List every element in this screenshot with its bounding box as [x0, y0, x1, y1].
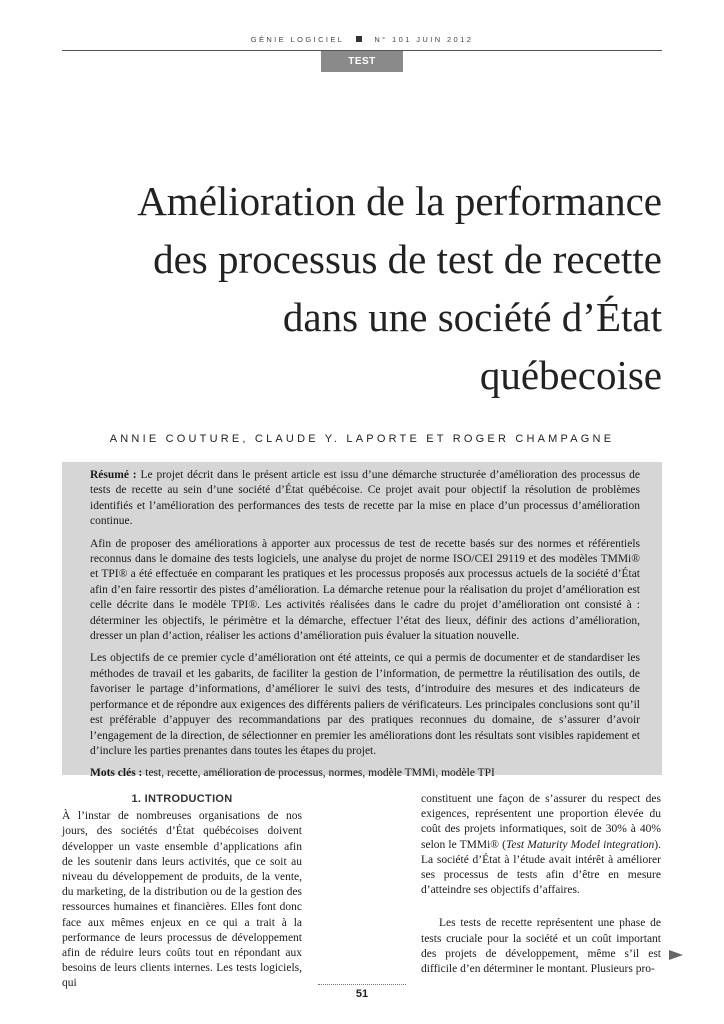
footer-dotted-rule: [318, 984, 406, 985]
title-line: Amélioration de la performance: [137, 178, 662, 224]
title-line: québecoise: [479, 352, 662, 398]
running-header: [0, 35, 724, 44]
body-paragraph: À l’instar de nombreuses organisations de nos jours, des sociétés d’État québécoises doivent développer un vaste ensemble d’applications afin de les soutenir dans leurs activités, que ce soit au niveau du développement de produits, de la vente, du marketing, de la distribution ou de la gestion des ressources humaines et financières. Elles font donc face aux mêmes enjeux en ce qui a trait à la performance de leurs processus de développement afin de réduire leurs coûts tout en répondant aux besoins de leurs clients internes. Les tests logiciels, qui: [62, 810, 302, 990]
abstract-paragraph: Les objectifs de ce premier cycle d’amélioration ont été atteints, ce qui a permis de documenter et de standardiser les méthodes de travail et les gabarits, de faciliter la gestion de l’information, de permettre la réutilisation des outils, de favoriser le partage d’informations, d’améliorer le suivi des tests, d’introduire des mesures et des indicateurs de performance et de répondre aux exigences des différents paliers de vérificateurs. Les principales conclusions sont qu’il est préférable d’appuyer des recommandations par des pratiques reconnues du domaine, de s’assurer d’avoir l’engagement de la direction, de sélectionner en premier les améliorations dont les résultats sont visibles rapidement et d’inclure les parties prenantes dans toutes les étapes du projet.: [90, 652, 640, 757]
resume-label: Résumé :: [90, 469, 137, 481]
emphasis-text: Test Maturity Model integration: [506, 838, 655, 851]
abstract-text: Le projet décrit dans le présent article est issu d’une démarche structurée d’amélioration des processus de tests de recette au sein d’une société d’État québécoise. Ce projet avait pour objectif la résolution de problèmes identifiés et l’amélioration des performances des tests de recette par la mise en place d’un processus d’amélioration continue.: [90, 469, 640, 528]
title-line: dans une société d’État: [282, 294, 662, 340]
body-text: constituent une façon de s’assurer du respect des exigences, représentent une proportion élevée du coût des projets informatiques, soit de 30% à 40% selon le TMMi® (: [421, 793, 661, 851]
abstract-box: [62, 462, 662, 780]
keywords-label: Mots clés :: [90, 767, 143, 780]
abstract-paragraph: [90, 468, 640, 530]
keywords-text: test, recette, amélioration de processus, normes, modèle TMMi, modèle TPI: [145, 767, 495, 780]
page-number: 51: [355, 988, 369, 1000]
section-tab: TEST: [321, 51, 403, 72]
body-text: ). La société d’État à l’étude avait intérêt à améliorer ses processus de tests afin d’être en mesure d’atteindre ses objectifs d’affaires.: [421, 838, 661, 897]
continue-arrow-icon: [669, 950, 683, 960]
column-right: [421, 792, 661, 977]
abstract-paragraph: Afin de proposer des améliorations à apporter aux processus de test de recette basés sur des normes et référentiels reconnus dans le domaine des tests logiciels, une analyse du projet de norme ISO/CEI 29119 et des modèles TMMi® et TPI® a été effectuée en comparant les pratiques et les processus proposés aux processus actuels de la société d’État afin d’en faire ressortir des pistes d’amélioration. La démarche retenue pour la réalisation du projet d’amélioration est celle décrite dans le modèle TPI®. Les activités réalisées dans le cadre du projet d’amélioration ont consisté à : déterminer les objectifs, le périmètre et la démarche, effectuer l’état des lieux, définir des actions d’amélioration, dresser un plan d’action, réaliser les actions d’amélioration puis évaluer la situation nouvelle.: [90, 537, 640, 643]
body-paragraph: Les tests de recette représentent une phase de tests cruciale pour la société et un coût important des projets de développement, même s’il est difficile d’en déterminer le montant. Plusieurs pro-: [421, 917, 661, 976]
separator-square: [356, 36, 362, 42]
title-line: des processus de test de recette: [153, 236, 662, 282]
body-paragraph: [421, 792, 661, 898]
authors: ANNIE COUTURE, CLAUDE Y. LAPORTE ET ROGER CHAMPAGNE: [109, 433, 615, 445]
journal-name: GÉNIE LOGICIEL: [250, 35, 345, 44]
section-heading: 1. INTRODUCTION: [131, 793, 233, 805]
article-title: [60, 172, 662, 404]
keywords: [90, 766, 640, 781]
column-left: [62, 792, 302, 992]
issue-info: N° 101 JUIN 2012: [374, 35, 474, 44]
